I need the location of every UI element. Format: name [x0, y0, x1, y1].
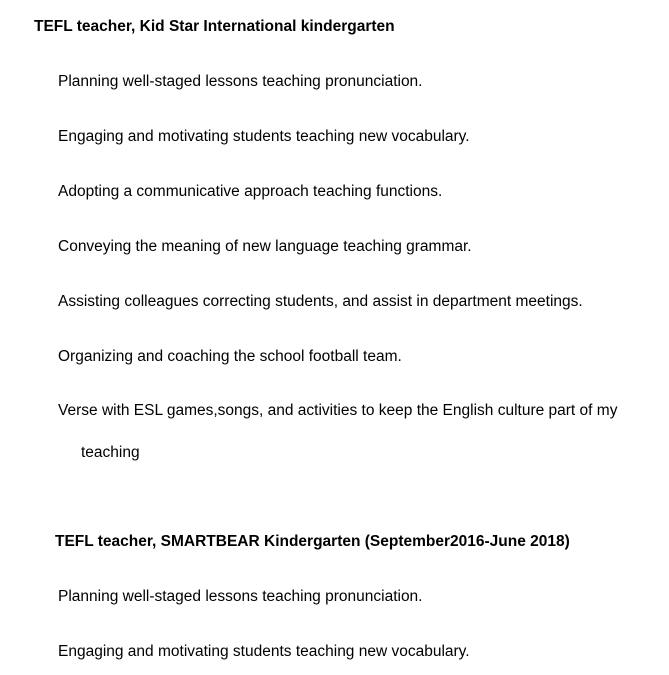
duty-item: Planning well-staged lessons teaching pronunciation.: [58, 73, 423, 90]
duty-item: Engaging and motivating students teaching new vocabulary.: [58, 128, 470, 145]
job-heading-smartbear: TEFL teacher, SMARTBEAR Kindergarten (September2016-June 2018): [55, 533, 570, 550]
job-heading-kid-star: TEFL teacher, Kid Star International kindergarten: [34, 18, 395, 35]
duty-item: Organizing and coaching the school football team.: [58, 348, 402, 365]
duty-item: Assisting colleagues correcting students, and assist in department meetings.: [58, 293, 583, 310]
duty-item: Conveying the meaning of new language teaching grammar.: [58, 238, 472, 255]
duty-item-continuation: teaching: [81, 444, 140, 461]
duty-item: Verse with ESL games,songs, and activities to keep the English culture part of my: [58, 402, 618, 419]
duty-item: Planning well-staged lessons teaching pronunciation.: [58, 588, 423, 605]
duty-item: Adopting a communicative approach teaching functions.: [58, 183, 443, 200]
duty-item: Engaging and motivating students teaching new vocabulary.: [58, 643, 470, 660]
